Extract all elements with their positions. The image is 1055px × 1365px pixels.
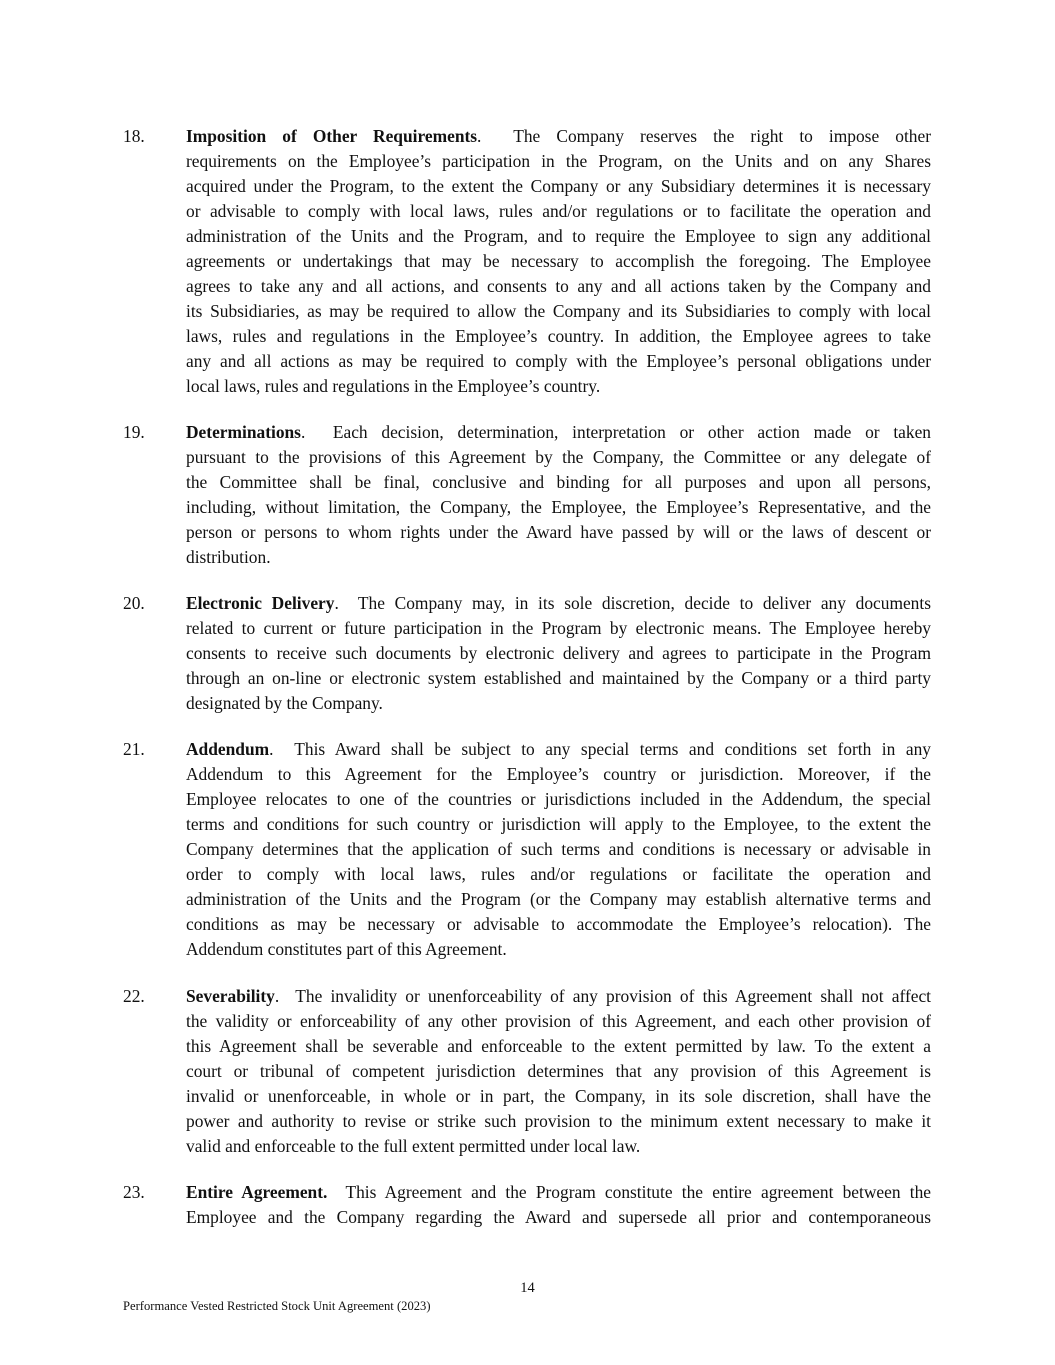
section-line: requirements on the Employee’s participation in the Program, on the Units and on any Shares (186, 151, 931, 171)
section-line: laws, rules and regulations in the Employee’s country. In addition, the Employee agrees to take (186, 326, 931, 346)
section-body (186, 124, 931, 399)
footer-document-title: Performance Vested Restricted Stock Unit Agreement (2023) (123, 1299, 431, 1313)
section-line: agrees to take any and all actions, and consents to any and all actions taken by the Company and (186, 276, 931, 296)
section-line: the Committee shall be final, conclusive and binding for all purposes and upon all persons, (186, 472, 931, 492)
section-number: 22. (123, 986, 145, 1006)
section-body (186, 591, 931, 716)
section-line: Determinations. Each decision, determination, interpretation or other action made or taken (186, 422, 931, 442)
section-heading: Determinations (186, 422, 301, 442)
section-body (186, 984, 931, 1159)
section-number: 23. (123, 1182, 145, 1202)
section-heading: Imposition of Other Requirements (186, 126, 478, 146)
section-line: distribution. (186, 547, 271, 567)
section-line: acquired under the Program, to the extent the Company or any Subsidiary determines it is necessary (186, 176, 931, 196)
section-line: order to comply with local laws, rules and/or regulations or facilitate the operation and (186, 864, 931, 884)
section-line: administration of the Units and the Program, and to require the Employee to sign any additional (186, 226, 931, 246)
section-heading: Addendum (186, 739, 270, 759)
section-body (186, 1180, 931, 1230)
section-body (186, 420, 931, 570)
section-heading: Entire Agreement. (186, 1182, 328, 1202)
section-line: agreements or undertakings that may be necessary to accomplish the foregoing. The Employee (186, 251, 931, 271)
section-number: 21. (123, 739, 145, 759)
section-line: invalid or unenforceable, in whole or in part, the Company, in its sole discretion, shall have the (186, 1086, 931, 1106)
section-line: Electronic Delivery. The Company may, in its sole discretion, decide to deliver any documents (186, 593, 931, 613)
section-body (186, 737, 931, 962)
section-line: related to current or future participation in the Program by electronic means. The Employee hereby (186, 618, 931, 638)
section-line: conditions as may be necessary or advisable to accommodate the Employee’s relocation). The (186, 914, 931, 934)
section-line: Imposition of Other Requirements. The Company reserves the right to impose other (186, 126, 931, 146)
section-line: terms and conditions for such country or jurisdiction will apply to the Employee, to the extent the (186, 814, 931, 834)
section-line: or advisable to comply with local laws, rules and/or regulations or to facilitate the operation and (186, 201, 931, 221)
section-line: consents to receive such documents by electronic delivery and agrees to participate in the Program (186, 643, 931, 663)
section-line: the validity or enforceability of any other provision of this Agreement, and each other provision of (186, 1011, 931, 1031)
section-line: administration of the Units and the Program (or the Company may establish alternative terms and (186, 889, 931, 909)
section-line: Employee relocates to one of the countries or jurisdictions included in the Addendum, the special (186, 789, 931, 809)
section-number: 18. (123, 126, 145, 146)
section-line: Entire Agreement. This Agreement and the Program constitute the entire agreement between the (186, 1182, 931, 1202)
section-line: valid and enforceable to the full extent permitted under local law. (186, 1136, 641, 1156)
section-line: through an on-line or electronic system established and maintained by the Company or a third party (186, 668, 931, 688)
section-line: power and authority to revise or strike such provision to the minimum extent necessary to make it (186, 1111, 931, 1131)
section-line: any and all actions as may be required to comply with the Employee’s personal obligations under (186, 351, 931, 371)
section-line: Addendum to this Agreement for the Employee’s country or jurisdiction. Moreover, if the (186, 764, 931, 784)
section-number: 19. (123, 422, 145, 442)
section-line: court or tribunal of competent jurisdiction determines that any provision of this Agreement is (186, 1061, 931, 1081)
page-number: 14 (520, 1280, 535, 1296)
section-line: Addendum. This Award shall be subject to any special terms and conditions set forth in any (186, 739, 931, 759)
section-number: 20. (123, 593, 145, 613)
section-line: pursuant to the provisions of this Agreement by the Company, the Committee or any delegate of (186, 447, 931, 467)
section-line: Company determines that the application of such terms and conditions is necessary or advisable in (186, 839, 931, 859)
section-line: including, without limitation, the Company, the Employee, the Employee’s Representative, and the (186, 497, 931, 517)
section-line: this Agreement shall be severable and enforceable to the extent permitted by law. To the extent a (186, 1036, 931, 1056)
section-heading: Electronic Delivery (186, 593, 335, 613)
section-line: person or persons to whom rights under the Award have passed by will or the laws of descent or (186, 522, 931, 542)
section-line: local laws, rules and regulations in the Employee’s country. (186, 376, 601, 396)
section-line: Employee and the Company regarding the Award and supersede all prior and contemporaneous (186, 1207, 931, 1227)
section-line: designated by the Company. (186, 693, 383, 713)
section-line: Severability. The invalidity or unenforceability of any provision of this Agreement shall not affect (186, 986, 931, 1006)
section-heading: Severability (186, 986, 275, 1006)
section-line: its Subsidiaries, as may be required to allow the Company and its Subsidiaries to comply with local (186, 301, 931, 321)
section-line: Addendum constitutes part of this Agreement. (186, 939, 507, 959)
